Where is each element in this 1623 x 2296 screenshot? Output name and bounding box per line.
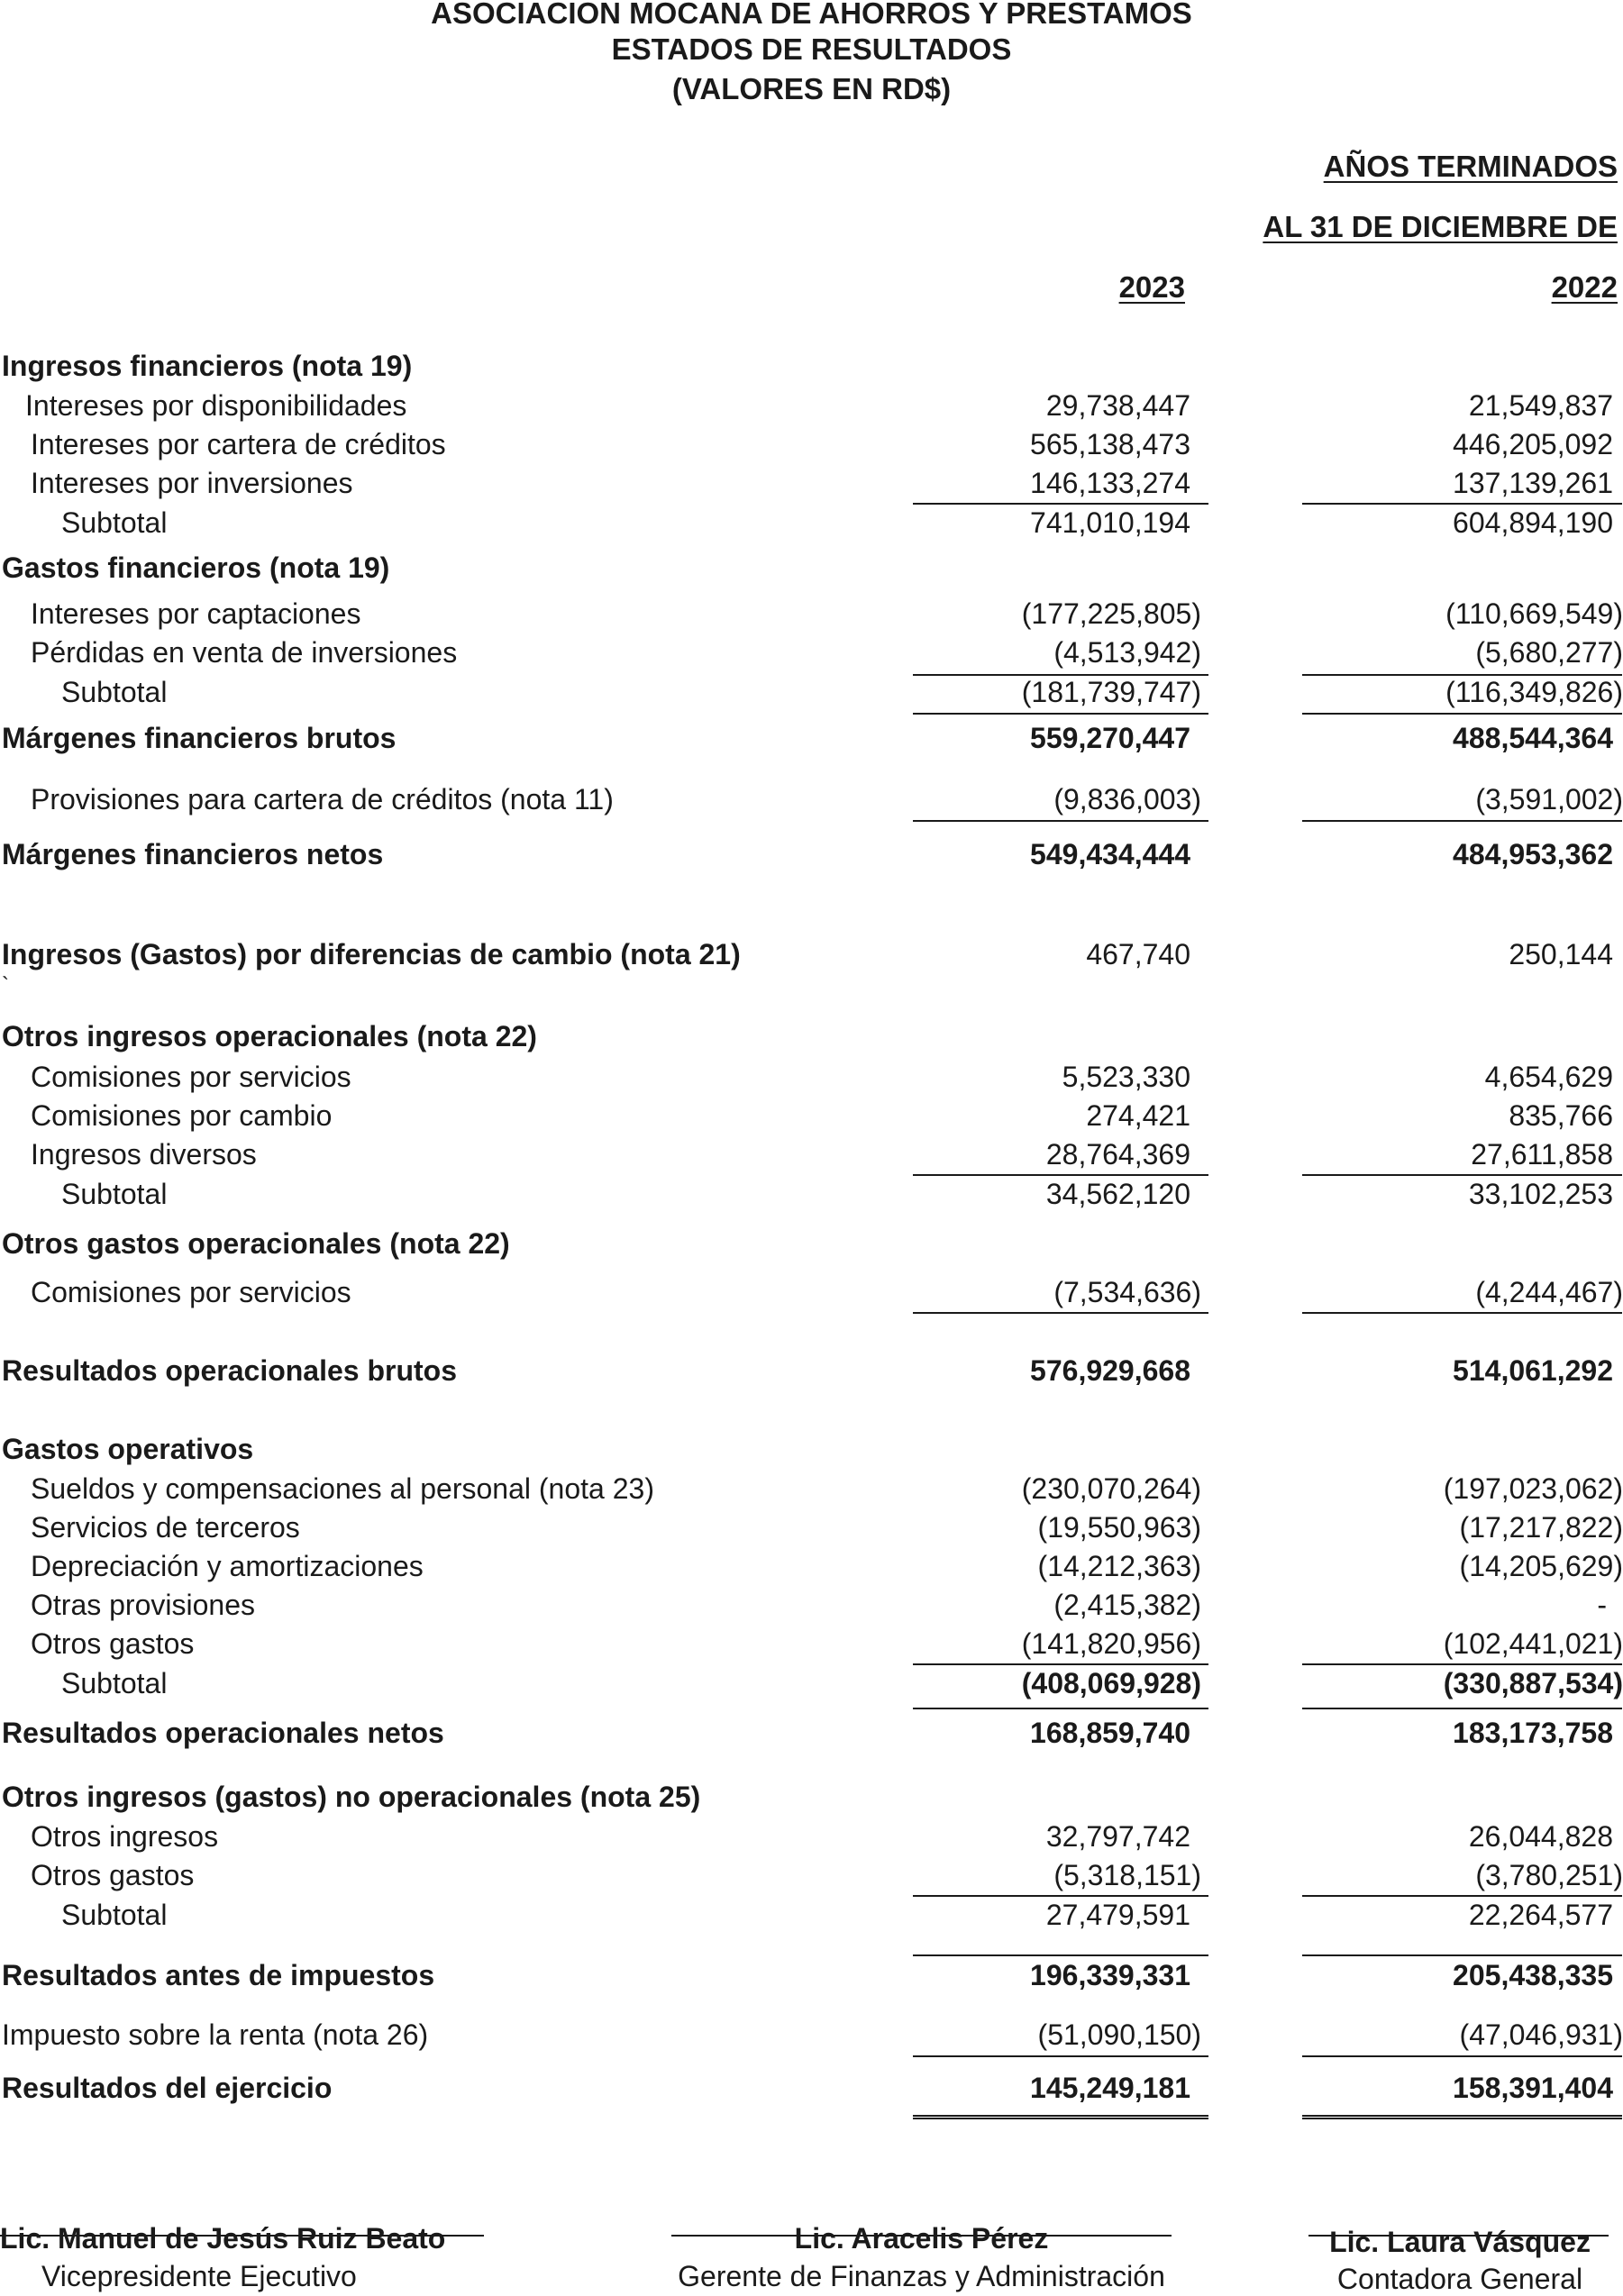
signatory-title: Gerente de Finanzas y Administración	[678, 2260, 1165, 2292]
value-2023: (408,069,928)	[1021, 1667, 1201, 1699]
statement-row	[0, 1511, 1623, 1551]
row-label: Otros gastos	[31, 1627, 195, 1660]
statement-row	[0, 1550, 1623, 1590]
value-2022: (4,244,467)	[1475, 1276, 1623, 1308]
row-label: Provisiones para cartera de créditos (nota 11)	[31, 783, 614, 815]
row-label: Otros ingresos (gastos) no operacionales (nota 25)	[2, 1781, 701, 1813]
statement-row	[0, 2018, 1623, 2058]
row-label: `	[2, 973, 9, 998]
row-label: Otros ingresos	[31, 1820, 219, 1853]
row-label: Intereses por cartera de créditos	[31, 428, 446, 460]
value-2023: (9,836,003)	[1053, 783, 1201, 815]
subtotal-rule	[913, 1663, 1208, 1665]
statement-row	[0, 597, 1623, 637]
value-2022: (110,669,549)	[1445, 597, 1623, 630]
row-label: Márgenes financieros brutos	[2, 722, 397, 754]
subtotal-rule	[913, 2055, 1208, 2057]
double-total-rule	[913, 2115, 1208, 2119]
section-heading	[0, 1781, 1623, 1820]
subtotal-rule	[913, 1954, 1208, 1956]
value-2023: 576,929,668	[1030, 1354, 1190, 1387]
value-2023: 145,249,181	[1030, 2072, 1190, 2104]
statement-row	[0, 1627, 1623, 1667]
row-label: Comisiones por servicios	[31, 1061, 351, 1093]
value-2022: 488,544,364	[1453, 722, 1613, 754]
statement-row	[0, 938, 1623, 978]
subtotal-rule	[913, 1708, 1208, 1709]
row-label: Subtotal	[61, 506, 168, 539]
row-label: Ingresos (Gastos) por diferencias de cambio (nota 21)	[2, 938, 741, 970]
row-label: Otras provisiones	[31, 1589, 255, 1621]
row-label: Comisiones por servicios	[31, 1276, 351, 1308]
value-2023: 196,339,331	[1030, 1959, 1190, 1991]
value-2022: (102,441,021)	[1443, 1627, 1623, 1660]
subtotal-rule	[913, 1312, 1208, 1314]
subtotal-rule	[1302, 1663, 1622, 1665]
value-2023: 274,421	[1086, 1099, 1190, 1132]
value-2023: 27,479,591	[1045, 1899, 1190, 1931]
section-heading	[0, 350, 1623, 389]
value-2023: (230,070,264)	[1021, 1472, 1201, 1505]
value-2022: (3,591,002)	[1475, 783, 1623, 815]
statement-title: ESTADOS DE RESULTADOS	[611, 32, 1012, 66]
subtotal-row	[0, 1178, 1623, 1217]
row-label: Servicios de terceros	[31, 1511, 300, 1544]
total-row	[0, 1354, 1623, 1394]
value-2023: 559,270,447	[1030, 722, 1190, 754]
row-label: Intereses por disponibilidades	[25, 389, 407, 422]
currency-note: (VALORES EN RD$)	[671, 72, 952, 105]
row-label: Subtotal	[61, 676, 168, 708]
subtotal-row	[0, 1667, 1623, 1707]
subtotal-rule	[913, 1174, 1208, 1176]
subtotal-rule	[1302, 2055, 1622, 2057]
value-2023: (7,534,636)	[1053, 1276, 1201, 1308]
period-heading: AÑOS TERMINADOS	[1323, 150, 1618, 183]
row-label: Intereses por inversiones	[31, 467, 353, 499]
statement-row	[0, 1820, 1623, 1860]
value-2022: 250,144	[1509, 938, 1613, 970]
subtotal-rule	[913, 820, 1208, 822]
value-2023: 467,740	[1086, 938, 1190, 970]
subtotal-rule	[1302, 1312, 1622, 1314]
row-label: Ingresos diversos	[31, 1138, 257, 1171]
value-2023: 565,138,473	[1030, 428, 1190, 460]
value-2023: 741,010,194	[1030, 506, 1190, 539]
value-2022: 514,061,292	[1453, 1354, 1613, 1387]
subtotal-rule	[1302, 1708, 1622, 1709]
row-label: Ingresos financieros (nota 19)	[2, 350, 413, 382]
subtotal-rule	[1302, 820, 1622, 822]
year-2022-heading: 2022	[1551, 270, 1618, 304]
statement-row	[0, 1589, 1623, 1628]
value-2023: (4,513,942)	[1053, 636, 1201, 669]
value-2022: 137,139,261	[1453, 467, 1613, 499]
row-label: Pérdidas en venta de inversiones	[31, 636, 458, 669]
subtotal-rule	[913, 1895, 1208, 1897]
row-label: Intereses por captaciones	[31, 597, 361, 630]
value-2022: 158,391,404	[1453, 2072, 1613, 2104]
subtotal-row	[0, 506, 1623, 546]
subtotal-rule	[1302, 1895, 1622, 1897]
row-label: Gastos financieros (nota 19)	[2, 551, 390, 584]
value-2022: -	[1597, 1589, 1607, 1621]
subtotal-rule	[913, 503, 1208, 505]
signatory-title: Contadora General	[1336, 2263, 1583, 2295]
value-2022: (3,780,251)	[1475, 1859, 1623, 1891]
signatory-name: Lic. Manuel de Jesús Ruiz Beato	[0, 2222, 446, 2255]
total-row	[0, 838, 1623, 878]
value-2023: 146,133,274	[1030, 467, 1190, 499]
subtotal-rule	[1302, 713, 1622, 715]
value-2023: (51,090,150)	[1037, 2018, 1201, 2051]
row-label: Subtotal	[61, 1899, 168, 1931]
row-label: Márgenes financieros netos	[2, 838, 384, 870]
row-label: Impuesto sobre la renta (nota 26)	[2, 2018, 429, 2051]
statement-row	[0, 636, 1623, 676]
total-row	[0, 1717, 1623, 1756]
row-label: Depreciación y amortizaciones	[31, 1550, 424, 1582]
value-2022: 183,173,758	[1453, 1717, 1613, 1749]
row-label: Resultados operacionales netos	[2, 1717, 444, 1749]
stray-mark	[0, 973, 1623, 1013]
value-2023: 168,859,740	[1030, 1717, 1190, 1749]
value-2022: (14,205,629)	[1459, 1550, 1623, 1582]
value-2023: 34,562,120	[1045, 1178, 1190, 1210]
statement-row	[0, 1472, 1623, 1512]
statement-row	[0, 467, 1623, 506]
value-2023: 549,434,444	[1030, 838, 1190, 870]
subtotal-rule	[1302, 1174, 1622, 1176]
value-2023: (177,225,805)	[1021, 597, 1201, 630]
value-2022: 446,205,092	[1453, 428, 1613, 460]
row-label: Otros ingresos operacionales (nota 22)	[2, 1020, 537, 1052]
value-2023: 29,738,447	[1045, 389, 1190, 422]
net-result-row	[0, 2072, 1623, 2111]
subtotal-row	[0, 1899, 1623, 1938]
period-date-heading: AL 31 DE DICIEMBRE DE	[1263, 210, 1618, 243]
section-heading	[0, 1020, 1623, 1060]
value-2022: (116,349,826)	[1445, 676, 1623, 708]
row-label: Resultados del ejercicio	[2, 2072, 333, 2104]
row-label: Otros gastos	[31, 1859, 195, 1891]
statement-row	[0, 1859, 1623, 1899]
value-2022: (47,046,931)	[1459, 2018, 1623, 2051]
section-heading	[0, 551, 1623, 591]
subtotal-rule	[1302, 503, 1622, 505]
row-label: Gastos operativos	[2, 1433, 254, 1465]
section-heading	[0, 1433, 1623, 1472]
statement-row	[0, 389, 1623, 429]
total-row	[0, 722, 1623, 761]
value-2022: 33,102,253	[1468, 1178, 1613, 1210]
value-2023: (14,212,363)	[1037, 1550, 1201, 1582]
value-2023: (19,550,963)	[1037, 1511, 1201, 1544]
value-2023: (2,415,382)	[1053, 1589, 1201, 1621]
value-2022: (197,023,062)	[1443, 1472, 1623, 1505]
row-label: Subtotal	[61, 1178, 168, 1210]
total-row	[0, 1959, 1623, 1999]
value-2022: 21,549,837	[1468, 389, 1613, 422]
row-label: Subtotal	[61, 1667, 168, 1699]
value-2023: (141,820,956)	[1021, 1627, 1201, 1660]
value-2022: 205,438,335	[1453, 1959, 1613, 1991]
row-label: Otros gastos operacionales (nota 22)	[2, 1227, 510, 1260]
value-2022: (17,217,822)	[1459, 1511, 1623, 1544]
statement-row	[0, 1099, 1623, 1139]
value-2022: (330,887,534)	[1443, 1667, 1623, 1699]
value-2022: 4,654,629	[1484, 1061, 1613, 1093]
subtotal-rule	[913, 713, 1208, 715]
value-2022: 26,044,828	[1468, 1820, 1613, 1853]
subtotal-row	[0, 676, 1623, 715]
value-2023: 32,797,742	[1045, 1820, 1190, 1853]
statement-row	[0, 1276, 1623, 1316]
statement-row	[0, 428, 1623, 468]
value-2022: 604,894,190	[1453, 506, 1613, 539]
subtotal-rule	[1302, 1954, 1622, 1956]
section-heading	[0, 1227, 1623, 1267]
statement-row	[0, 1061, 1623, 1100]
double-total-rule	[1302, 2115, 1622, 2119]
statement-row	[0, 1138, 1623, 1178]
row-label: Resultados operacionales brutos	[2, 1354, 458, 1387]
year-2023-heading: 2023	[1118, 270, 1185, 304]
value-2022: 835,766	[1509, 1099, 1613, 1132]
signatory-name: Lic. Aracelis Pérez	[794, 2222, 1049, 2255]
signatory-name: Lic. Laura Vásquez	[1329, 2226, 1591, 2258]
value-2023: 28,764,369	[1045, 1138, 1190, 1171]
row-label: Sueldos y compensaciones al personal (nota 23)	[31, 1472, 654, 1505]
value-2022: (5,680,277)	[1475, 636, 1623, 669]
value-2023: (181,739,747)	[1021, 676, 1201, 708]
signatory-title: Vicepresidente Ejecutivo	[41, 2260, 357, 2292]
value-2023: (5,318,151)	[1053, 1859, 1201, 1891]
statement-row	[0, 783, 1623, 823]
value-2022: 27,611,858	[1471, 1138, 1613, 1171]
row-label: Comisiones por cambio	[31, 1099, 333, 1132]
value-2022: 484,953,362	[1453, 838, 1613, 870]
value-2023: 5,523,330	[1062, 1061, 1190, 1093]
row-label: Resultados antes de impuestos	[2, 1959, 435, 1991]
entity-name: ASOCIACION MOCANA DE AHORROS Y PRESTAMOS	[431, 0, 1192, 30]
value-2022: 22,264,577	[1468, 1899, 1613, 1931]
